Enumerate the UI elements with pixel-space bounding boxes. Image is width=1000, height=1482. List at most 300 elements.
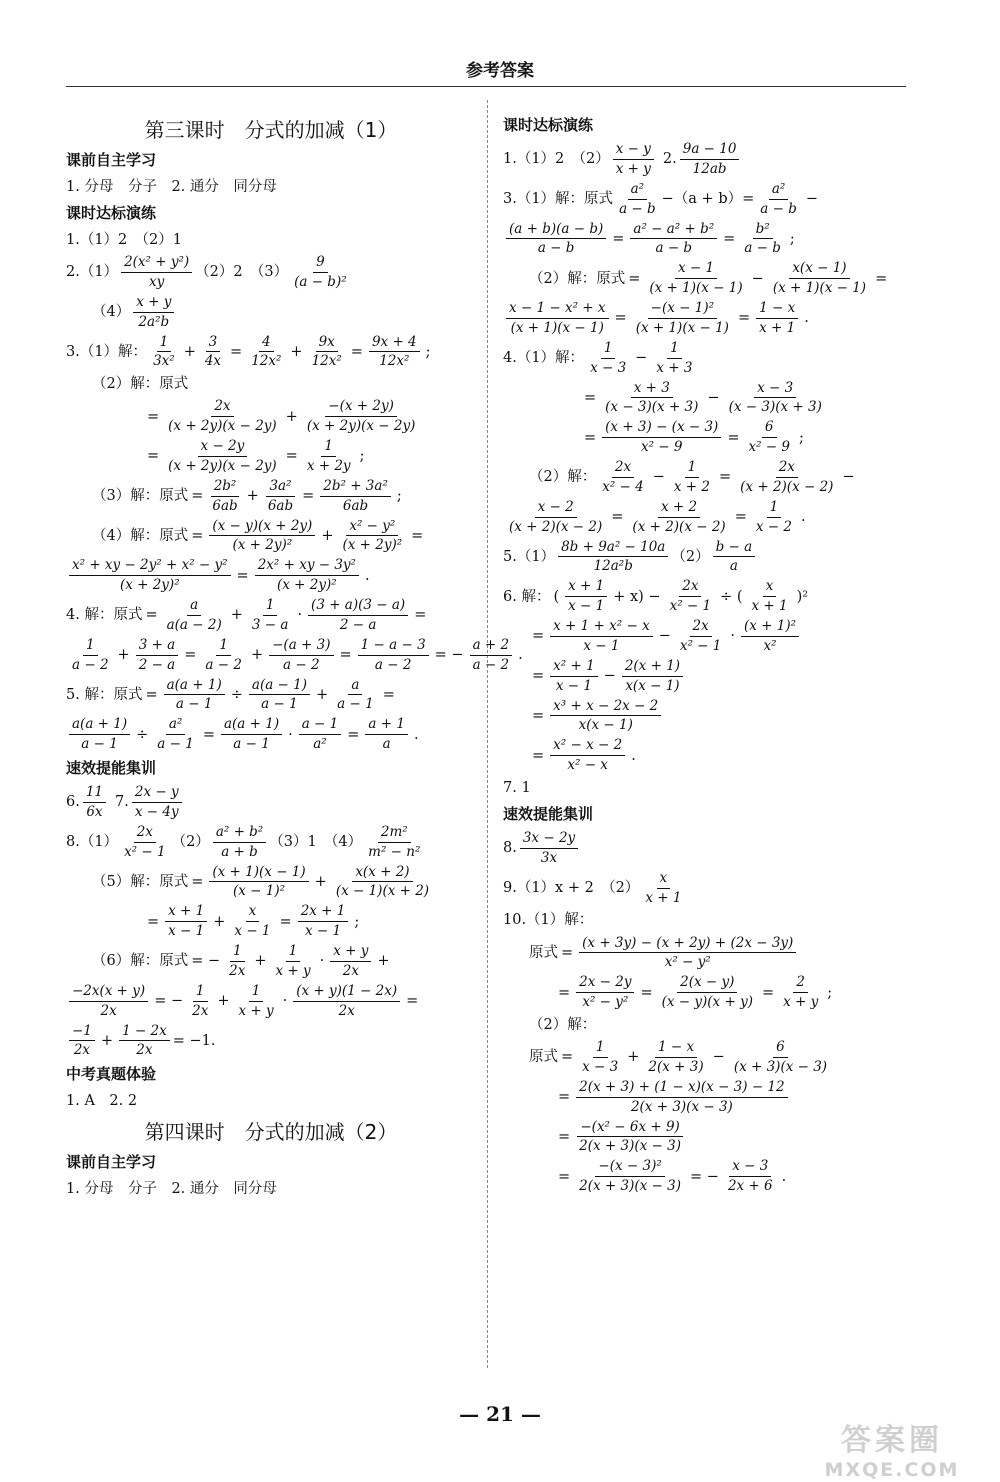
label: （2）解：原式 <box>529 270 626 287</box>
denominator: 4x <box>204 353 222 370</box>
numerator: (x + 1)(x − 1) <box>209 864 308 883</box>
numerator: 1 − 2x <box>119 1023 170 1042</box>
numerator: (x + 3y) − (x + 2y) + (2x − 3y) <box>579 935 796 954</box>
fraction <box>334 677 377 714</box>
denominator: 12ab <box>692 160 727 177</box>
denominator: 12x² <box>251 353 282 370</box>
denominator: (x + 2y)² <box>342 537 403 554</box>
answer-q8-6-step2: $\frac{-1}{2x}$ + $\frac{1 - 2x}{2x}$ = −1. <box>66 1023 476 1060</box>
numerator: 1 <box>593 1039 608 1058</box>
answer-q8-6-step1: $\frac{-2x(x + y)}{2x}$ = − $\frac{1}{2x}$ + $\frac{1}{x + y}$ · $\frac{(x + y)(1 - 2x)}{2x}$ = <box>66 983 476 1020</box>
fraction <box>653 340 695 377</box>
label: 4. 解：原式 <box>66 607 143 624</box>
denominator: x − 1 <box>304 923 342 940</box>
numerator: (x − y)(x + 2y) <box>209 518 315 537</box>
denominator: x² − 9 <box>640 439 683 456</box>
answer-r10-2-step1: 原式 = $\frac{1}{x - 3}$ + $\frac{1 - x}{2(x + 3)}$ − $\frac{6}{(x + 3)(x - 3)}$ <box>503 1039 913 1076</box>
fraction <box>579 1039 621 1076</box>
denominator: 2x <box>136 1042 153 1059</box>
numerator: 9x + 4 <box>369 334 420 353</box>
numerator: a − 1 <box>299 716 342 735</box>
answer-q5-step: $\frac{a(a + 1)}{a - 1}$ ÷ $\frac{\text{a²}}{a - 1}$ = $\frac{a(a + 1)}{a - 1}$ · $\frac{a - 1}{\text{a²}}$ = $\frac{a + 1}{a}$ . <box>66 716 476 753</box>
denominator: 3x² <box>153 353 175 370</box>
denominator: x² − 1 <box>669 598 712 615</box>
numerator: x − 2y <box>198 438 248 457</box>
fraction <box>231 903 273 940</box>
numerator: −2x(x + y) <box>69 983 148 1002</box>
denominator: (x + 2y)(x − 2y) <box>306 418 416 435</box>
denominator: x − 1 <box>234 923 271 940</box>
answer-q3-4: （4）解：原式 = $\frac{(x - y)(x + 2y)}{\text{(x + 2y)²}}$ + $\frac{\text{x² − y²}}{\text{(x + 2y)²}}$ = <box>92 517 424 554</box>
numerator: x² − x − 2 <box>550 737 625 756</box>
numerator: 1 <box>249 983 264 1002</box>
fraction <box>235 983 276 1020</box>
numerator: 2 <box>793 974 808 993</box>
fraction <box>189 983 211 1020</box>
numerator: 6 <box>762 419 777 438</box>
numerator: x + 1 <box>165 903 207 922</box>
fraction <box>136 637 179 674</box>
numerator: −1 <box>69 1023 95 1042</box>
denominator: (x + 2y)² <box>277 577 337 594</box>
numerator: 2m² <box>378 824 411 843</box>
fraction <box>339 518 405 555</box>
fraction <box>741 221 784 258</box>
denominator: 2x + 6 <box>727 1178 773 1195</box>
denominator: 6ab <box>212 497 238 514</box>
fraction <box>165 903 207 940</box>
numerator: 2x <box>134 824 156 843</box>
numerator: a(a + 1) <box>69 716 130 735</box>
label: （4）解：原式 <box>92 527 189 544</box>
numerator: 2b² <box>211 478 240 497</box>
denominator: (x + 2)(x − 2) <box>740 478 834 495</box>
answer-q2-4 <box>66 294 476 331</box>
numerator: (x + y)(1 − 2x) <box>293 983 400 1002</box>
numerator: a² <box>166 716 185 735</box>
numerator: a² − a² + b² <box>630 221 717 240</box>
fraction <box>320 478 391 515</box>
denominator: x + y <box>238 1002 274 1019</box>
numerator: x − 3 <box>729 1158 771 1177</box>
exam-answer: 1. A 2. 2 <box>66 1093 138 1110</box>
denominator: a − 1 <box>157 736 194 753</box>
label: 5. 解：原式 <box>66 686 143 703</box>
fraction <box>506 221 606 258</box>
watermark-url: MXQE.COM <box>824 1459 960 1481</box>
fraction <box>757 181 800 218</box>
numerator: x − 2 <box>535 499 577 518</box>
label: 3.（1）解：原式 <box>503 191 614 208</box>
numerator: 3x − 2y <box>520 830 578 849</box>
fraction <box>69 1023 95 1060</box>
answer-q4: 4. 解：原式 = $\frac{a}{a(a - 2)}$ + $\frac{1}{3 - a}$ · $\frac{(3 + a)(3 - a)}{2 - a}$ = <box>66 597 427 633</box>
numerator: 2x <box>679 578 701 597</box>
denominator: (a − b)² <box>294 273 347 290</box>
subheading-exam: 中考真题体验 <box>66 1065 157 1084</box>
numerator: b² <box>753 221 773 240</box>
numerator: a(a + 1) <box>164 677 225 696</box>
numerator: 3 <box>206 334 221 353</box>
fraction <box>629 499 728 536</box>
fraction <box>713 539 756 576</box>
fraction <box>520 830 578 867</box>
header-rule <box>66 86 906 87</box>
denominator: 2(x + 3)(x − 3) <box>579 1178 682 1195</box>
fraction <box>667 578 715 615</box>
fraction <box>265 478 296 515</box>
fraction <box>645 1039 706 1076</box>
numerator: (a + b)(a − b) <box>506 221 606 240</box>
fraction <box>202 637 245 674</box>
numerator: 4 <box>259 334 274 353</box>
fraction <box>506 499 605 536</box>
answer-r6-step1: = $\frac{\text{x + 1 + x² − x}}{x - 1}$ − $\frac{2x}{\text{x² − 1}}$ · $\frac{\text{(x + 1)²}}{\text{x²}}$ <box>503 618 913 655</box>
denominator: x − 1 <box>568 598 605 615</box>
denominator: (x − 1)(x + 2) <box>335 883 430 900</box>
fraction <box>333 864 432 901</box>
denominator: a − 1 <box>175 696 213 713</box>
denominator: a − 1 <box>81 736 118 753</box>
answer-q8-5: （5）解：原式 = $\frac{(x + 1)(x - 1)}{\text{(x − 1)²}}$ + $\frac{x(x + 2)}{(x - 1)(x + 2)}$ <box>66 864 476 901</box>
answer-r4-1: 4.（1）解： $\frac{1}{x - 3}$ − $\frac{1}{x + 3}$ <box>503 340 913 377</box>
fraction <box>150 334 178 371</box>
answer-q3-2: （2）解：原式 <box>92 376 189 393</box>
fraction <box>299 716 342 753</box>
fraction <box>642 870 684 907</box>
denominator: 12a²b <box>593 558 633 575</box>
denominator: x + y <box>783 994 819 1011</box>
pre-study-answer-2: 1. 分母 分子 2. 通分 同分母 <box>66 1181 277 1198</box>
numerator: 2x² + xy − 3y² <box>255 557 359 576</box>
page-number: — 21 — <box>459 1402 541 1426</box>
numerator: x + y <box>330 943 371 962</box>
denominator: 2x <box>73 1042 91 1059</box>
fraction <box>69 557 231 594</box>
numerator: a <box>348 677 362 696</box>
numerator: x − 1 − x² + x <box>506 300 609 319</box>
fraction <box>69 637 112 674</box>
denominator: x − 1 <box>168 923 205 940</box>
fraction <box>164 597 225 634</box>
denominator: 2 − a <box>138 656 176 673</box>
fraction <box>133 294 174 331</box>
fraction <box>725 1158 776 1195</box>
answer-r10-1-step2: = $\frac{2x - 2y}{\text{x² − y²}}$ = $\frac{2(x - y)}{(x - y)(x + y)}$ = $\frac{2}{x + y}$ ; <box>558 974 833 1011</box>
label: 9.（1）x + 2 （2） <box>503 880 640 897</box>
denominator: (x + 2)(x − 2) <box>632 518 726 535</box>
denominator: a − 2 <box>283 656 320 673</box>
denominator: (x + 2y)² <box>232 537 293 554</box>
fraction <box>680 141 740 178</box>
denominator: x − 1 <box>583 637 620 654</box>
answer-q3-2-step2: = $\frac{x - 2y}{(x + 2y)(x - 2y)}$ = $\frac{1}{x + 2y}$ ; <box>147 438 365 474</box>
denominator: 2(x + 3) <box>648 1058 704 1075</box>
answer-q4-step: $\frac{1}{a - 2}$ + $\frac{3 + a}{2 - a}$ = $\frac{1}{a - 2}$ + $\frac{-(a + 3)}{a - 2}$ = $\frac{1 - a - 3}{a - 2}$ = − $\frac{a + 2}{a - 2}$ . <box>66 637 476 674</box>
answer-r10-2-step4: = $\frac{\text{−(x − 3)²}}{2(x + 3)(x - 3)}$ = − $\frac{x - 3}{2x + 6}$ . <box>558 1158 787 1195</box>
fraction <box>226 943 248 980</box>
fraction <box>369 334 420 371</box>
section-title-4: 第四课时 分式的加减（2） <box>144 1120 398 1145</box>
denominator: x − 4y <box>134 803 179 820</box>
denominator: x² <box>763 637 777 654</box>
numerator: −(x − 1)² <box>648 300 717 319</box>
denominator: 12x² <box>311 353 342 370</box>
numerator: x(x − 1) <box>789 260 849 279</box>
denominator: (x − 3)(x + 3) <box>728 399 822 416</box>
fraction <box>646 260 745 297</box>
denominator: 2x <box>100 1002 117 1019</box>
fraction <box>304 398 419 435</box>
denominator: a − b <box>655 240 693 257</box>
denominator: a − 2 <box>374 656 412 673</box>
fraction <box>291 254 350 291</box>
answer-r10-2: （2）解： <box>529 1016 597 1033</box>
numerator: x² + xy − 2y² + x² − y² <box>69 557 231 576</box>
label: 7. <box>115 794 129 811</box>
fraction <box>602 380 701 417</box>
label: （2） <box>671 548 710 565</box>
fraction <box>69 716 130 753</box>
denominator: (x + 2y)² <box>119 577 180 594</box>
numerator: 9a − 10 <box>680 141 740 160</box>
answer-r10-1-step1: 原式 = $\frac{(x + 3y) - (x + 2y) + (2x - 3y)}{\text{x² − y²}}$ <box>503 935 913 972</box>
fraction <box>121 824 169 861</box>
answer-r6-step2: = $\frac{\text{x² + 1}}{x - 1}$ − $\frac{2(x + 1)}{x(x - 1)}$ <box>503 658 913 695</box>
denominator: a − b <box>744 240 781 257</box>
denominator: a − b <box>760 200 797 217</box>
denominator: (x + 1)(x − 1) <box>510 319 604 336</box>
answer-q8-5-step: = $\frac{x + 1}{x - 1}$ + $\frac{x}{x - 1}$ = $\frac{2x + 1}{x - 1}$ ; <box>147 903 360 940</box>
fraction <box>132 784 182 821</box>
fraction <box>770 260 869 297</box>
answer-r4-2-step: $\frac{x - 2}{(x + 2)(x - 2)}$ = $\frac{x + 2}{(x + 2)(x - 2)}$ = $\frac{1}{x - 2}$ . <box>503 499 913 536</box>
answer-r5 <box>503 539 913 576</box>
numerator: 2x − y <box>132 784 182 803</box>
fraction <box>249 597 292 634</box>
denominator: 6x <box>86 803 103 820</box>
answer-r6: 6. 解： ( $\frac{x + 1}{x - 1}$ + x) − $\frac{2x}{\text{x² − 1}}$ ÷ ( $\frac{x}{x + 1}$ )² <box>503 578 809 615</box>
denominator: (x − 3)(x + 3) <box>605 399 699 416</box>
numerator: x³ + x − 2x − 2 <box>550 698 661 717</box>
fraction <box>741 618 799 655</box>
denominator: (x + 3)(x − 3) <box>733 1058 828 1075</box>
numerator: b − a <box>713 539 756 558</box>
fraction <box>209 478 240 515</box>
answer-r9 <box>503 870 913 907</box>
numerator: 1 <box>601 340 616 359</box>
page-header: 参考答案 <box>466 61 534 81</box>
fraction <box>630 221 717 258</box>
denominator: a − b <box>619 200 656 217</box>
denominator: x + 1 <box>759 319 796 336</box>
fraction <box>221 716 282 753</box>
numerator: x − y <box>613 141 654 160</box>
fraction <box>576 1079 787 1116</box>
denominator: 2x <box>342 962 359 979</box>
answer-r3-2-step: $\frac{\text{x − 1 − x² + x}}{(x + 1)(x - 1)}$ = $\frac{\text{−(x − 1)²}}{(x + 1)(x - 1)}$ = $\frac{1 - x}{x + 1}$ . <box>503 300 913 337</box>
denominator: x − 1 <box>555 677 592 694</box>
answer-r4-2: （2）解： $\frac{2x}{\text{x² − 4}}$ − $\frac{1}{x + 2}$ = $\frac{2x}{(x + 2)(x - 2)}$ − <box>529 459 855 495</box>
numerator: x + 1 <box>565 578 607 597</box>
fraction <box>550 698 661 735</box>
denominator: x + 2y <box>306 457 351 474</box>
denominator: x² − 4 <box>602 478 644 495</box>
numerator: (x + 1)² <box>741 618 799 637</box>
numerator: x <box>657 870 671 889</box>
fraction <box>269 637 333 674</box>
fraction <box>633 300 732 337</box>
numerator: a² <box>769 181 788 200</box>
fraction <box>576 974 634 1011</box>
denominator: x + 2 <box>673 478 711 495</box>
fraction <box>599 459 647 496</box>
numerator: 1 − x <box>756 300 798 319</box>
denominator: a <box>382 736 391 753</box>
numerator: 2b² + 3a² <box>320 478 391 497</box>
denominator: a − 1 <box>261 696 298 713</box>
answer-q1: 1.（1）2 （2）1 <box>66 231 182 248</box>
numerator: 2x <box>211 398 233 417</box>
fraction <box>330 943 371 980</box>
numerator: x <box>763 578 777 597</box>
numerator: 1 <box>767 499 782 518</box>
section-title-3: 第三课时 分式的加减（1） <box>144 118 398 142</box>
denominator: x² − 1 <box>124 843 166 860</box>
fraction <box>83 784 106 821</box>
numerator: 1 <box>193 983 208 1002</box>
label: 原式 <box>529 1049 558 1066</box>
label: 4.（1）解： <box>503 350 585 367</box>
fraction <box>565 578 607 615</box>
answer-r3-2: （2）解：原式 = $\frac{x - 1}{(x + 1)(x - 1)}$ − $\frac{x(x - 1)}{(x + 1)(x - 1)}$ = <box>529 260 888 297</box>
answer-q8 <box>66 824 476 861</box>
numerator: −(x² − 6x + 9) <box>577 1119 682 1138</box>
denominator: x² − x <box>567 757 608 774</box>
numerator: a(a + 1) <box>221 716 282 735</box>
denominator: x − 3 <box>590 359 627 376</box>
answer-q3-3: （3）解：原式 = $\frac{\text{2b²}}{6ab}$ + $\frac{\text{3a²}}{6ab}$ = $\frac{\text{2b² + 3a²}}{6ab}$ ; <box>92 477 402 514</box>
numerator: x + 3 <box>631 380 673 399</box>
fraction <box>731 1039 830 1076</box>
denominator: x(x − 1) <box>625 677 680 694</box>
column-divider <box>487 100 488 1368</box>
denominator: x − 3 <box>582 1058 619 1075</box>
numerator: 1 <box>286 943 301 962</box>
numerator: 2x <box>690 618 712 637</box>
denominator: xy <box>148 273 165 290</box>
fraction <box>248 334 284 371</box>
denominator: x² − y² <box>664 954 711 971</box>
denominator: 2(x + 3)(x − 3) <box>579 1138 682 1155</box>
numerator: x − 1 <box>675 260 717 279</box>
watermark-logo-text: 答案圈 <box>841 1423 943 1458</box>
numerator: 2x <box>612 459 634 478</box>
answer-q6-q7 <box>66 784 476 821</box>
answer-r8 <box>503 830 913 867</box>
denominator: 2 − a <box>339 616 377 633</box>
denominator: a − 2 <box>205 656 242 673</box>
pre-study-answer: 1. 分母 分子 2. 通分 同分母 <box>66 178 277 195</box>
denominator: 6ab <box>267 497 294 514</box>
numerator: 2x − 2y <box>576 974 634 993</box>
numerator: (x + 3) − (x − 3) <box>602 419 721 438</box>
answer-q3-4-step: $\frac{\text{x² + xy − 2y² + x² − y²}}{\text{(x + 2y)²}}$ = $\frac{\text{2x² + xy − 3y²}}{\text{(x + 2y)²}}$ . <box>66 557 476 594</box>
numerator: 1 <box>667 340 682 359</box>
numerator: 1 <box>263 597 278 616</box>
numerator: 9 <box>313 254 328 273</box>
numerator: a² <box>628 181 647 200</box>
numerator: 2x + 1 <box>298 903 349 922</box>
answer-q8-6: （6）解：原式 = − $\frac{1}{2x}$ + $\frac{1}{x + y}$ · $\frac{x + y}{2x}$ + <box>92 943 390 979</box>
denominator: a(a − 2) <box>166 616 222 633</box>
fraction <box>165 438 280 475</box>
label: 2.（1） <box>66 264 119 281</box>
label: 2. <box>662 151 677 168</box>
label: （2）解： <box>529 469 597 486</box>
denominator: (x − 1)² <box>233 883 286 900</box>
denominator: 12x² <box>379 353 410 370</box>
denominator: x² − y² <box>582 994 629 1011</box>
fraction <box>745 419 793 456</box>
denominator: a² <box>313 736 327 753</box>
denominator: a + b <box>221 843 258 860</box>
label: 8. <box>503 840 517 857</box>
answer-r4-1-step2: = $\frac{(x + 3) - (x - 3)}{\text{x² − 9}}$ = $\frac{6}{\text{x² − 9}}$ ; <box>584 419 804 456</box>
numerator: 2(x² + y²) <box>121 254 192 273</box>
numerator: 1 <box>230 943 245 962</box>
denominator: x − 2 <box>755 518 792 535</box>
denominator: (x + 1)(x − 1) <box>635 319 729 336</box>
numerator: 1 − x <box>655 1039 697 1058</box>
numerator: x + 1 + x² − x <box>550 618 653 637</box>
fraction <box>293 983 400 1020</box>
numerator: 1 <box>216 637 231 656</box>
fraction <box>550 658 598 695</box>
denominator: 2x <box>192 1002 209 1019</box>
fraction <box>616 181 659 218</box>
denominator: a − 2 <box>72 656 109 673</box>
subheading-speed-right: 速效提能集训 <box>503 805 594 823</box>
fraction <box>304 438 354 475</box>
label: 6. <box>66 794 80 811</box>
label: （5）解：原式 <box>92 873 189 890</box>
denominator: x + 3 <box>656 359 693 376</box>
numerator: −(x − 3)² <box>595 1158 664 1177</box>
fraction <box>308 597 408 634</box>
numerator: a + 1 <box>365 716 408 735</box>
fraction <box>659 974 756 1011</box>
numerator: −(a + 3) <box>269 637 333 656</box>
label: 8.（1） <box>66 834 119 851</box>
denominator: a − b <box>537 240 575 257</box>
answer-r10-2-step2: = $\frac{2(x + 3) + (1 - x)(x - 3) - 12}{2(x + 3)(x - 3)}$ <box>503 1079 913 1116</box>
denominator: (x + 1)(x − 1) <box>772 280 867 297</box>
label: 1.（1）2 （2） <box>503 151 610 168</box>
numerator: a + 2 <box>470 637 513 656</box>
denominator: x + 1 <box>645 889 682 906</box>
numerator: 1 <box>685 459 700 478</box>
fraction <box>164 677 225 714</box>
fraction <box>602 419 721 456</box>
denominator: a − 1 <box>233 736 270 753</box>
numerator: 6 <box>773 1039 788 1058</box>
numerator: x <box>246 903 260 922</box>
fraction <box>622 658 683 695</box>
numerator: x² + 1 <box>550 658 598 677</box>
denominator: x² − 9 <box>748 439 790 456</box>
numerator: 1 − a − 3 <box>358 637 429 656</box>
